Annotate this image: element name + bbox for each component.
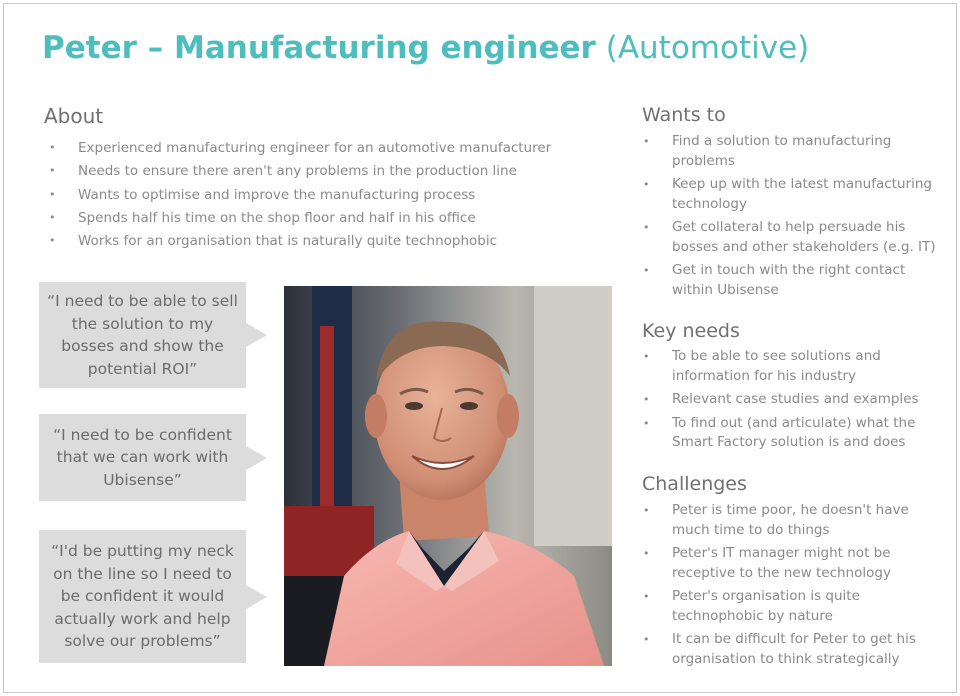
list-item [642, 501, 942, 540]
bullet-icon: • [643, 393, 650, 406]
challenges-heading: Challenges [642, 473, 747, 495]
bullet-icon: • [49, 187, 56, 201]
bullet-icon: • [49, 164, 56, 178]
speech-tail-2 [246, 446, 267, 470]
list-item-text: Experienced manufacturing engineer for an automotive manufacturer [78, 140, 552, 156]
quote-text-3: “I'd be putting my neck on the line so I need to be confident it would actually work and help solve our problems” [51, 542, 234, 651]
list-item [642, 218, 942, 257]
about-list [48, 139, 608, 255]
list-item [642, 544, 942, 583]
list-item [642, 390, 942, 410]
list-item-text: To find out (and articulate) what the Smart Factory solution is and does [672, 414, 916, 450]
wants-to-heading: Wants to [642, 104, 726, 126]
list-item [642, 175, 942, 214]
about-heading: About [44, 104, 104, 128]
list-item-text: Get collateral to help persuade his bosses and other stakeholders (e.g. IT) [672, 219, 936, 255]
bullet-icon: • [643, 135, 650, 148]
speech-tail-1 [246, 323, 267, 347]
list-item-text: Find a solution to manufacturing problems [672, 133, 892, 169]
list-item-text: Works for an organisation that is naturally quite technophobic [78, 233, 498, 250]
bullet-icon: • [49, 141, 56, 154]
list-item-text: Peter's IT manager might not be receptive to the new technology [672, 545, 891, 581]
quote-box-2 [39, 414, 246, 501]
persona-card [3, 3, 957, 693]
quote-text-2: “I need to be confident that we can work with Ubisense” [53, 425, 232, 489]
bullet-icon: • [643, 221, 650, 234]
list-item [642, 261, 942, 300]
bullet-icon: • [643, 264, 650, 277]
bullet-icon: • [643, 547, 650, 560]
key-needs-list [642, 347, 942, 457]
list-item-text: Needs to ensure there aren't any problems in the production line [78, 163, 517, 180]
bullet-icon: • [49, 210, 56, 224]
quote-box-3 [39, 530, 246, 663]
title-dash: – [136, 30, 174, 66]
list-item-text: Spends half his time on the shop floor and half in his office [78, 209, 476, 226]
key-needs-heading: Key needs [642, 320, 740, 342]
list-item [48, 232, 608, 255]
persona-photo [284, 286, 612, 666]
list-item [642, 414, 942, 453]
list-item-text: Relevant case studies and examples [672, 391, 919, 407]
challenges-list [642, 501, 942, 673]
bullet-icon: • [643, 504, 650, 517]
quote-text-1: “I need to be able to sell the solution to my bosses and show the potential ROI” [47, 292, 238, 378]
list-item [642, 132, 942, 171]
bullet-icon: • [643, 416, 650, 430]
list-item [48, 209, 608, 232]
list-item [48, 186, 608, 209]
list-item-text: It can be difficult for Peter to get his organisation to think strategically [672, 631, 916, 667]
list-item-text: Peter's organisation is quite technophobic by nature [672, 588, 860, 624]
wants-to-list [642, 132, 942, 304]
list-item [642, 347, 942, 386]
list-item [642, 630, 942, 669]
bullet-icon: • [49, 234, 56, 248]
list-item-text: Wants to optimise and improve the manufacturing process [78, 186, 476, 203]
list-item-text: Keep up with the latest manufacturing technology [672, 176, 932, 212]
list-item-text: To be able to see solutions and information for his industry [672, 348, 881, 384]
persona-portrait-image [284, 286, 612, 666]
speech-tail-3 [246, 585, 267, 609]
persona-role: Manufacturing engineer [173, 30, 596, 66]
list-item-text: Peter is time poor, he doesn't have much time to do things [672, 502, 909, 538]
list-item [48, 162, 608, 185]
bullet-icon: • [643, 178, 650, 191]
page-title [42, 30, 809, 66]
quote-box-1 [39, 282, 246, 388]
bullet-icon: • [643, 633, 650, 646]
persona-sector: (Automotive) [605, 30, 810, 66]
list-item-text: Get in touch with the right contact within Ubisense [672, 262, 906, 298]
list-item [642, 587, 942, 626]
bullet-icon: • [643, 590, 650, 603]
list-item [48, 139, 608, 162]
bullet-icon: • [643, 350, 650, 363]
persona-name: Peter [42, 30, 137, 66]
